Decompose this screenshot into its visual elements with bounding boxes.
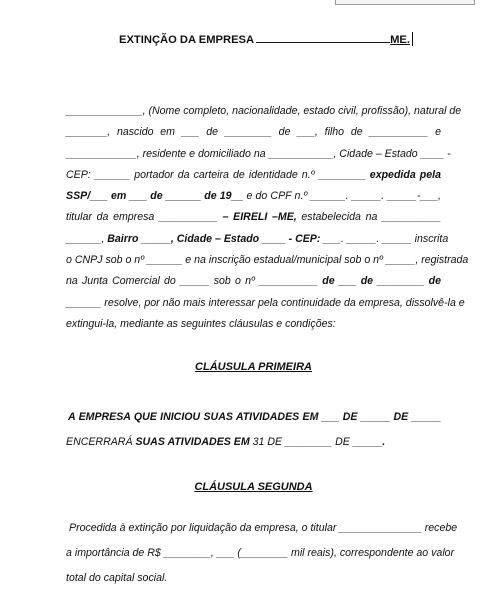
intro-line: SSP/___ em ___ de ______ de 19__ e do CPF n.º ______. _____. _____-___,	[66, 190, 441, 203]
clause-1-fragment: ENCERRARÁ	[66, 436, 136, 448]
clause-1-fragment: 31 DE ________ DE	[249, 436, 353, 448]
document-title-text: EXTINÇÃO DA EMPRESA	[119, 34, 255, 46]
clause-1-fragment-bold: SUAS ATIVIDADES EM	[135, 436, 250, 448]
intro-line: _____________, (Nome completo, nacionalidade, estado civil, profissão), natural de	[66, 105, 462, 117]
document-title-suffix: ME.	[390, 34, 410, 46]
clause-1-line	[66, 430, 441, 455]
intro-line: na Junta Comercial do _____ sob o nº __________ de ___ de ________ de	[66, 275, 442, 288]
intro-line: extingui-la, mediante as seguintes cláusulas e condições:	[66, 317, 336, 330]
clause-2-heading: CLÁUSULA SEGUNDA	[194, 481, 313, 493]
company-name-blank	[256, 42, 390, 43]
clause-1-line: A EMPRESA QUE INICIOU SUAS ATIVIDADES EM ___ DE _____ DE _____	[68, 411, 441, 423]
clause-2-line: total do capital social.	[66, 572, 168, 584]
intro-line: _______, nascido em ___ de ________ de ___, filho de __________ e	[66, 126, 441, 139]
clause-2-line: Procedida à extinção por liquidação da empresa, o titular ______________ recebe	[69, 522, 458, 534]
clause-1-text	[66, 405, 441, 455]
intro-line: CEP: ______ portador da carteira de identidade n.º ________ expedida pela	[66, 168, 441, 181]
page-edge-frame	[335, 0, 475, 5]
clause-1-fragment-bold: _____.	[352, 436, 386, 448]
clause-2-line: a importância de R$ ________, ___ (________ mil reais), correspondente ao valor	[66, 547, 455, 559]
intro-line: ____________, residente e domiciliado na ___________, Cidade – Estado ____ -	[66, 147, 451, 160]
document-title	[119, 32, 413, 46]
clause-2-text	[66, 516, 458, 591]
intro-paragraph	[66, 101, 469, 335]
intro-line: titular da empresa __________ – EIRELI –ME, estabelecida na __________	[66, 211, 441, 224]
intro-line: ______ resolve, por não mais interessar pela continuidade da empresa, dissolvê-la e	[66, 296, 465, 309]
text-cursor	[412, 32, 413, 46]
clause-1-heading: CLÁUSULA PRIMEIRA	[195, 361, 312, 373]
intro-line: ______, Bairro _____, Cidade – Estado ____ - CEP: ___. _____. _____ inscrita	[66, 232, 449, 245]
intro-line: o CNPJ sob o nº ______ e na inscrição estadual/municipal sob o nº _____, registrada	[66, 254, 469, 267]
